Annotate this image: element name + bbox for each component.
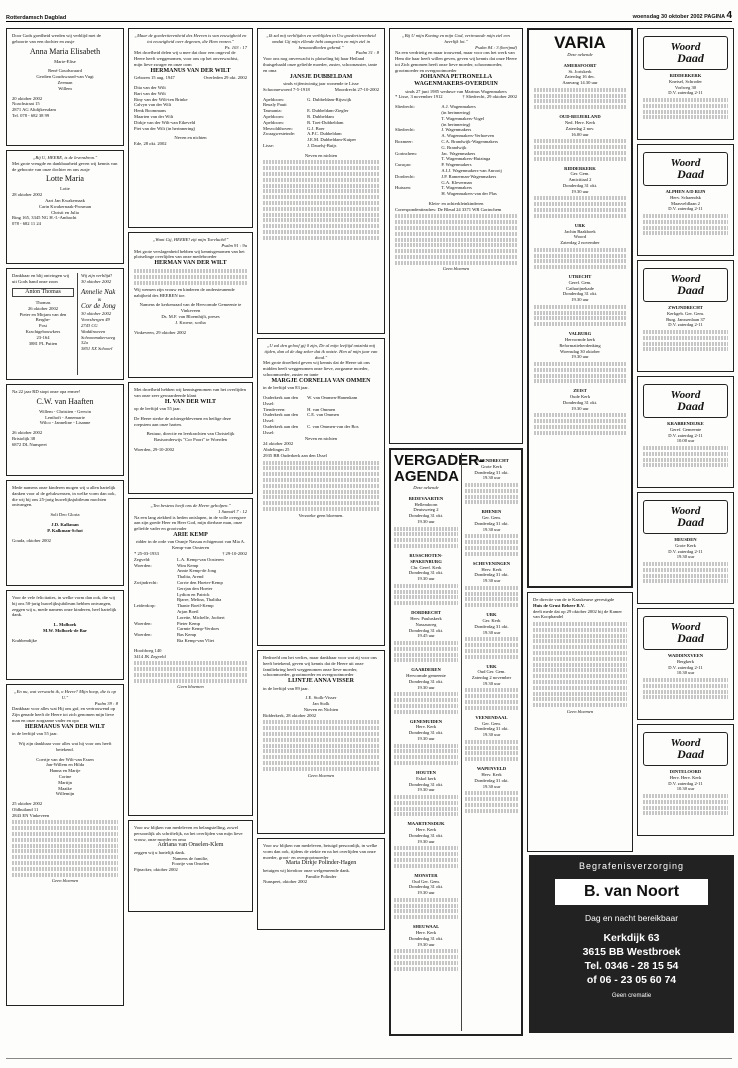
row-place: Lisse: bbox=[263, 143, 274, 149]
entry-line: 19.30 uur bbox=[482, 475, 501, 481]
ad-line: D.V. zaterdag 2-11 bbox=[668, 432, 703, 438]
agenda-entry bbox=[394, 821, 458, 867]
row-names: R. Dubbeldam bbox=[307, 114, 334, 120]
entry-line: 19.30 uur bbox=[482, 578, 501, 584]
ad-line: Herv. Herv. Kerk bbox=[669, 774, 702, 780]
row-names: Thanie Boeil-Kemp bbox=[176, 603, 214, 609]
logo-word-2: Daad bbox=[677, 399, 704, 413]
entry-line: Eskol kerk bbox=[416, 775, 436, 781]
agenda-entry bbox=[465, 612, 518, 658]
woord-daad-ad bbox=[637, 260, 734, 372]
column-6 bbox=[637, 28, 734, 840]
entry-line: Zaterdag 2 november bbox=[471, 675, 512, 681]
woord-daad-logo bbox=[643, 616, 728, 650]
entry-line: UTRECHT bbox=[568, 274, 592, 280]
row-names: T. Wagenmakers-Vogel bbox=[441, 115, 485, 121]
row-names: J.E.M. Dubbeldam-Kuiper bbox=[307, 137, 357, 143]
entry-line: Donderdag 31 okt. bbox=[408, 678, 444, 684]
ad-line: 10.30 uur bbox=[676, 670, 695, 676]
row-place: Dordrecht: bbox=[395, 173, 415, 179]
entry-line: GAARDEREN bbox=[411, 667, 441, 673]
page-date: woensdag 30 oktober 2002 PAGINA 4 bbox=[632, 10, 732, 21]
entry-line: Oud Ger. Gem. bbox=[477, 669, 506, 675]
entry-line: Ger. Gem. bbox=[570, 171, 590, 177]
ad-line: 10.30 uur bbox=[676, 786, 695, 792]
entry-line: Donderdag 31 okt. bbox=[562, 182, 598, 188]
ad-line: Kerkgeb. Ger. Gem. bbox=[666, 310, 705, 316]
woord-daad-logo bbox=[643, 268, 728, 302]
birth-notice-lotte: „Bij U, HEERE, is de levensbron." Met grote vreugde en dankbaarheid geven wij kennis van de geboorte van onze dochter en ons zusje Lotte Maria Lotte 28 oktober 2002 Aart Jan Kwakernaak Carin Kwakernaak-Prosman Christi en Julia Ring 165, 3345 NG H.-I.-Ambacht 078 - 682 11 24 bbox=[6, 150, 124, 264]
agenda-entry bbox=[465, 715, 518, 761]
ad-line: D.V. zaterdag 2-11 bbox=[668, 322, 703, 328]
entry-line: 19.30 uur bbox=[417, 518, 435, 524]
entry-line: Zaterdag 16 dec. bbox=[564, 74, 596, 80]
row-names: G. Dubbeldam-Rijswijk bbox=[307, 96, 352, 102]
agenda-entry bbox=[534, 166, 626, 218]
row-names: Lorette, Michelle, Joobert bbox=[176, 614, 225, 620]
entry-line: Donderdag 31 okt. bbox=[408, 513, 444, 519]
death-notice-van-ommen: „U zal den geloof gij 0 zijn, De al mijn leeftijd ontzinkt mij tijden, dan al de dag zeker dat ik ontzie. Hen al mijn jaar van dood." Met grote droefheid geven wij kennis dat de Heere uit ons midden heeft weggenomen onze lieve, zorgzame moeder, schoonmoeder, zuster en tante MARGJE CORNELIA VAN OMMEN in de leeftijd van 83 jaar. Ouderkerk aan den IJssel: W. van Ommen-Hanenkam Tiendeveen: H. van Ommen Ouderkerk aan den IJssel: C.E. van Ommen Ouderkerk aan den IJssel: C. van Ommen-van der Bos Neven en nichten 24 oktober 2002 Abdelingm 25 2935 BB Ouderkerk aan den IJssel Verzoeke geen bloemen. bbox=[257, 338, 385, 646]
entry-line: PAPENDRECHT bbox=[474, 458, 509, 463]
entry-line: Amicitiaal 2 bbox=[568, 177, 592, 183]
ad-line: 19.30 uur bbox=[676, 554, 695, 560]
row-names: J. Dauelsj-Buijs bbox=[307, 143, 337, 149]
row-place: Mesvoldthoven: bbox=[263, 125, 293, 131]
notice-name: Lotte Maria bbox=[46, 174, 84, 184]
row-names: C.E. van Ommen bbox=[307, 412, 339, 418]
row-names: Lydion en Patrick bbox=[176, 591, 210, 597]
thanks-notice-molhoek: Voor de vele felicitaties, in welke vorm dan ook, die wij bij ons 50-jarig huwelijksjubileum hebben ontvangen, zeggen wij u, mede namens onze kinderen, heel hartelijk dank. L. Molhoek M.W. Molhoek-de Bar Krabbendijke bbox=[6, 590, 124, 680]
company-name: B. van Noort bbox=[555, 879, 708, 905]
entry-line: Woensdag 30 oktober bbox=[560, 348, 600, 354]
row-place: Sliedrecht: bbox=[395, 127, 415, 133]
entry-line: Reformatieherdenking bbox=[559, 342, 601, 348]
row-names: Wim Kemp bbox=[176, 562, 199, 568]
entry-line: Oud Ger. Gem. bbox=[411, 878, 441, 884]
logo-word-2: Daad bbox=[677, 51, 704, 65]
entry-line: MAARTENSDIJK bbox=[407, 821, 445, 827]
entry-line: Grote Kerk bbox=[481, 463, 502, 469]
entry-line: Hervormde kerk bbox=[564, 337, 596, 343]
row-names: G. Brandwijk bbox=[441, 144, 467, 150]
row-names: T. Wagenmakers bbox=[441, 185, 472, 191]
entry-line: WAPENVELD bbox=[476, 766, 507, 772]
row-place: Tasmania: bbox=[263, 108, 282, 114]
logo-word-1: Woord bbox=[670, 505, 701, 517]
newspaper-name: Rotterdamsch Dagblad bbox=[6, 15, 67, 21]
agenda-title: VERGADER- AGENDA bbox=[394, 452, 485, 485]
entry-line: Deutsweteg 2 bbox=[413, 507, 439, 513]
ad-line: D.V. zaterdag 2-11 bbox=[668, 206, 703, 212]
logo-word-2: Daad bbox=[677, 167, 704, 181]
ad-line: Kneisel, Schroder bbox=[669, 78, 702, 84]
woord-daad-ad bbox=[637, 28, 734, 140]
entry-line: Donderdag 31 okt. bbox=[408, 833, 444, 839]
row-place: Sliedrecht: bbox=[395, 104, 415, 110]
entry-line: RUSSCHOTEN-SPAKENBURG bbox=[409, 552, 443, 564]
column-2 bbox=[128, 28, 253, 916]
logo-word-1: Woord bbox=[670, 389, 701, 401]
entry-line: 19.30 uur bbox=[417, 684, 435, 690]
entry-line: Nassauweg bbox=[415, 621, 437, 627]
ad-line: ALPHEN A/D RIJN bbox=[665, 189, 706, 194]
agenda-entry bbox=[534, 223, 626, 269]
woord-daad-ad bbox=[637, 492, 734, 604]
row-place: Woerden: bbox=[134, 632, 152, 638]
retirement-notice: Na 22 jaar RD stopt onze opa ermee! C.W. van Haaften Willem - Christien - Gerwin Lenthoft - Annemarie Wilco - Janneline - Lisanne 26 oktober 2002 Bristolijk 38 6872 DL Nunspeet bbox=[6, 384, 124, 476]
entry-line: Zaterdag 2 november bbox=[560, 240, 600, 246]
row-names: Arjan Boeil bbox=[176, 609, 199, 615]
row-names: (in herinnering) bbox=[441, 109, 471, 115]
entry-line: Donderdag 31 okt. bbox=[474, 572, 509, 578]
entry-line: 19.30 uur bbox=[571, 354, 589, 360]
entry-line: 19.30 uur bbox=[417, 941, 435, 947]
ad-line: RIDDERKERK bbox=[669, 73, 702, 78]
varia-title: VARIA bbox=[554, 33, 606, 52]
entry-line: Donderdag 31 okt. bbox=[474, 726, 509, 732]
agenda-entry bbox=[394, 924, 458, 970]
entry-line: MONSTER bbox=[414, 872, 438, 878]
entry-line: 19.30 uur bbox=[417, 787, 435, 793]
row-place: Zegveld: bbox=[134, 556, 151, 562]
entry-line: SCHEVENINGEN bbox=[472, 560, 511, 566]
woord-daad-ad bbox=[637, 376, 734, 488]
row-names: R. Toet-Dubbeldam bbox=[307, 119, 344, 125]
ad-line: Geref. Gemeente bbox=[669, 426, 702, 432]
entry-line: 19.30 uur bbox=[482, 783, 501, 789]
entry-line: URK bbox=[574, 222, 586, 228]
entry-line: SHEUWAAL bbox=[412, 924, 440, 930]
row-names: C. van Ommen-van der Bos bbox=[307, 424, 359, 430]
woord-daad-logo bbox=[643, 384, 728, 418]
agenda-entry bbox=[394, 873, 458, 919]
death-notice-dubbeldam: „Ik zal mij verblijden en verblijden in Uw goedertierenheid omdat Gij mijn ellende hebt aangezien en mijn ziel in benauwdheden gekend." Psalm 31 : 8 Voor ons nog onverwacht is plotseling bij haar Heiland thuisgehaald onze geliefde moeder, zuster, schoonzuster, tante en oma JANSJE DUBBELDAM sinds vijfentwintig jaar wonende te Lisse Schoonrewoerd 7-5-1918 Moordrecht 27-10-2002 Apeldoorn: G. Dubbeldam-Rijswijk Beuzly Pautt Tasmania: E. Dubbeldam-Ziegler Apeldoorn: R. Dubbeldam Apeldoorn: R. Toet-Dubbeldam Mesvoldthoven: G.J. Boer Zwaagwesteinde: A.P.C. Dubbeldam J.E.M. Dubbeldam-Kuiper Lisse: J. Dauelsj-Buijs Neven en nichten bbox=[257, 28, 385, 334]
row-names: J. Wagenmakers bbox=[441, 127, 472, 133]
entry-line: Hervormde gemeente bbox=[406, 673, 446, 679]
row-names: H. van Ommen bbox=[307, 406, 336, 412]
entry-line: Hellendoorn bbox=[414, 501, 438, 507]
row-place: Ouderkerk aan den IJssel: bbox=[263, 395, 298, 406]
entry-line: Oude Kerk bbox=[569, 394, 591, 400]
company-notice: De directie van de te Kaaskeurse gevestigde Huis de Grust Beheer B.V. deelt mede dat op 29 oktober 2002 bij de Kamer van Koophandel Geen bloemen bbox=[527, 592, 633, 852]
row-names: C.A. Brandwijk-Wagenmakers bbox=[441, 138, 499, 144]
row-place: Apeldoorn: bbox=[263, 119, 284, 125]
logo-word-1: Woord bbox=[670, 157, 701, 169]
row-place: Woerden: bbox=[134, 562, 152, 568]
entry-line: AMERSFOORT bbox=[563, 62, 597, 68]
logo-word-2: Daad bbox=[677, 515, 704, 529]
death-notice-arie-kemp: „Ten bestens heeft ons de Heere geholpen." 1 Samuël 7 : 12 Na een lang ziekbed is heden ontslapen, in de volle overgave aan zijn goede Heer en Heer God, mijn dierbare man, onze geliefde vader en grootvader ARIE KEMP ridder in de orde van Oranje Nassau echtgenoot van Mia A. Kemp-van Oosteren * 25-03-1933 † 29-10-2002 Zegveld: L.A. Kemp-van Oosteren Woerden: Wim Kemp Annie Kemp-de Jong Thalita, Arend Zwijndrecht: Corrie den Hoeter-Kemp Gerrjan den Hoeter Lydion en Patrick Bjarre, Melina, Thalitha Leiderdorp: Thanie Boeil-Kemp Arjan Boeil Lorette, Michelle, Joobert Woerden: Pieter Kemp Carmie Kemp-Verdoes Woerden: Bas Kemp Ria Kemp-van Vliet Hoofdweg 140 3414 JK Zegveld Geen bloemen bbox=[128, 498, 253, 816]
agenda-entry bbox=[394, 496, 458, 548]
birth-notice-anton: Dankbaar en blij ontvingen wij uit Gods hand onze zoon Anton Thomas Thomas 26 oktober 2002 Pieter en Mirjam van den Berghe- Post Krachtgebouwkers 23-164 3881 PL Putten Wij zijn verblijd! 30 oktober 2002 Annelie Nak & Cor de Jong 30 oktober 2002 Voorsbergen 49 2743 CG Waddinxveen Schoonmakersweg 32a 3851 XX Schoorl bbox=[6, 268, 124, 380]
entry-line: Ned. Herv. Kerk bbox=[564, 119, 596, 125]
family-row bbox=[263, 424, 379, 436]
row-names: G.J. Boer bbox=[307, 125, 325, 131]
row-place: Curaçao: bbox=[395, 162, 412, 168]
logo-word-2: Daad bbox=[677, 631, 704, 645]
death-notice-wagenmakers: „Bij U mijn Koning en mijn God, vertrouwde mijn ziel een heerlijk lot." Psalm 84 : 3 (berijmd) Na een verdrietig en maar trouwend, maar voor ons het werk van Hem die haar heeft willen geven, geven wij kennis dat onze Heere tot Zich genomen heeft onze lieve moeder, schoonmoeder, grootmoeder en overgrootmoeder JOHANNA PETRONELLA WAGENMAKERS-OVERDUIN sinds 27 juni 1985 weduwe van Marinus Wagenmakers * Lisse, 3 november 1912 † Sliedrecht, 29 oktober 2002 Sliedrecht: A.J. Wagenmakers (in herinnering) T. Wagenmakers-Vogel (in herinnering) Sliedrecht: J. Wagenmakers A. Wagenmakers-Verhoeven Boxmeer: C.A. Brandwijk-Wagenmakers G. Brandwijk Gorinchem: Jac. Wagenmakers T. Wagenmakers-Huizinga Curaçao: P. Wagenmakers A.I.J. Wagenmakers-van Anrooij Dordrecht: J.P. Ramerman-Wagenmakers G.A. Kleverman Huissen: T. Wagenmakers H. Wagenmakers-van der Plas Klein- en achterkleinkinderen Correspondentieadres: De Bleud 24 3371 WR Gorinchem Geen bloemen bbox=[389, 28, 523, 444]
row-names: Corrie den Hoeter-Kemp bbox=[176, 580, 223, 586]
row-names: Gerrjan den Hoeter bbox=[176, 585, 213, 591]
entry-line: Herv. Kerk bbox=[481, 772, 502, 778]
entry-line: Zaterdag 2 nov. bbox=[565, 125, 595, 131]
entry-line: Catharijnekade bbox=[566, 285, 594, 291]
row-place bbox=[395, 191, 441, 197]
entry-line: Donderdag 31 okt. bbox=[408, 781, 444, 787]
family-list bbox=[134, 557, 247, 644]
row-names: A. Wagenmakers-Verhoeven bbox=[441, 133, 494, 139]
ad-line: ZWIJNDRECHT bbox=[668, 305, 703, 310]
row-names: Ria Kemp-van Vliet bbox=[176, 638, 215, 644]
row-place: Leiderdorp: bbox=[134, 603, 156, 609]
entry-line: OUD-BEIJERLAND bbox=[559, 114, 601, 120]
entry-line: 16.00 uur bbox=[571, 131, 589, 137]
entry-line: RHENEN bbox=[481, 509, 502, 515]
entry-line: Ger. Gem. bbox=[481, 720, 501, 726]
agenda-entry bbox=[465, 561, 518, 607]
ad-line: D.V. zaterdag 2-11 bbox=[668, 90, 703, 96]
entry-line: Donderdag 31 okt. bbox=[408, 627, 444, 633]
entry-line: DORDRECHT bbox=[411, 610, 441, 616]
entry-line: 19.30 uur bbox=[571, 297, 589, 303]
agenda-entry bbox=[465, 766, 518, 812]
entry-line: 19.30 uur bbox=[482, 629, 501, 635]
family-list bbox=[263, 395, 379, 436]
entry-line: Donderdag 31 okt. bbox=[474, 469, 509, 475]
row-names: Pieter Kemp bbox=[176, 620, 201, 626]
column-3 bbox=[257, 28, 385, 934]
entry-line: Donderdag 31 okt. bbox=[474, 623, 509, 629]
ad-line: WADDINXVEEN bbox=[667, 653, 704, 658]
ad-line: Herv. Schaendsk bbox=[670, 194, 701, 200]
entry-line: RIDDERKERK bbox=[564, 165, 596, 171]
agenda-entry bbox=[465, 509, 518, 555]
entry-line: GENEMUIDEN bbox=[409, 718, 443, 724]
entry-line: Herv. Kerk bbox=[415, 827, 437, 833]
woord-daad-ad bbox=[637, 724, 734, 836]
row-names: P. Wagenmakers bbox=[441, 162, 472, 168]
entry-line: 19.30 uur bbox=[417, 736, 435, 742]
entry-line: Ger. Gem. bbox=[481, 515, 501, 521]
birth-notice-anna: Door Gods goedheid werden wij verblijd met de geboorte van een dochter en zusje Anna Maria Elisabeth Marie-Elise René Goudswaard Gerdien Goudswaard-van Vugt Zeeman Willem 20 oktober 2002 Noachstraat 15 2871 AG Altdijkersdam Tel. 078 - 682 38 99 bbox=[6, 28, 124, 146]
entry-line: 19.30 uur bbox=[571, 188, 589, 194]
thanks-notice-van-onselen: Voor uw blijken van medeleven en belangstelling, zowel persoonlijk als schriftelijk, na het overlijden van mijn lieve vrouw, onze moeder en oma Adriana van Onselen-Klem zeggen wij u hartelijk dank. Namens de familie, Foortje van Onselen Pijnacker, oktober 2002 bbox=[128, 820, 253, 912]
family-row bbox=[263, 412, 379, 424]
entry-line: VALBURG bbox=[568, 331, 592, 337]
agenda-entry bbox=[534, 331, 626, 383]
ad-line: Maasveldlaan 2 bbox=[671, 200, 700, 206]
entry-line: 19.30 uur bbox=[571, 405, 589, 411]
logo-word-1: Woord bbox=[670, 273, 701, 285]
entry-line: St. Joriskerk bbox=[568, 68, 592, 74]
ad-line: Grote Kerk bbox=[675, 542, 696, 548]
agenda-entry bbox=[534, 274, 626, 326]
woord-daad-logo bbox=[643, 732, 728, 766]
row-names: H. Wagenmakers-van der Plas bbox=[441, 191, 497, 197]
row-names: J.P. Ramerman-Wagenmakers bbox=[441, 173, 497, 179]
entry-line: BEDEVAARTEN bbox=[408, 495, 444, 501]
entry-line: Aanvang 14.30 uur bbox=[562, 80, 598, 86]
logo-word-2: Daad bbox=[677, 283, 704, 297]
agenda-entry bbox=[394, 719, 458, 765]
entry-line: Woord bbox=[573, 234, 587, 240]
entry-line: 19.30 uur bbox=[482, 732, 501, 738]
agenda-entry bbox=[465, 664, 518, 710]
entry-line: VEENENDAAL bbox=[475, 714, 508, 720]
entry-line: 19.30 uur bbox=[482, 526, 501, 532]
family-list bbox=[395, 104, 517, 197]
row-names: W. van Ommen-Hanenkam bbox=[307, 395, 358, 401]
row-names: G.A. Kleverman bbox=[441, 179, 472, 185]
woord-daad-ad bbox=[637, 608, 734, 720]
ad-line: Bergkerk bbox=[676, 658, 694, 664]
agenda-entry bbox=[394, 553, 458, 605]
column-5 bbox=[527, 28, 633, 856]
thanks-notice-polinder: Voor uw blijken van medeleven, betuigd persoonlijk, in welke vorm dan ook, tijdens de ziekte en na het overlijden van onze moeder, groot- en overgrootmoeder Marta Dirkje Polinder-Hagen betuigen wij hierdoor onze welgemeende dank. Familie Polinder Nunspeet, oktober 2002 bbox=[257, 838, 385, 930]
varia-section: VARIA Deze oekende AMERSFOORT St. Joriskerk Zaterdag 16 dec. Aanvang 14.30 uur OUD-BEIJERLAND Ned. Herv. Kerk Zaterdag 2 nov. 16.00 uur RIDDERKERK Ger. Gem. Amicitiaal 2 Donderdag 31 okt. 19.30 uur URK Jachin Baakboek Woord Zaterdag 2 november UTRECHT Geref. Gem. Catharijnekade Donderdag 31 okt. 19.30 uur VALBURG Hervormde kerk Reformatieherdenking Woensdag 30 oktober 19.30 uur ZEIST Oude Kerk Donderdag 31 okt. 19.30 uur bbox=[527, 28, 633, 588]
agenda-entry bbox=[534, 63, 626, 109]
row-names: L.A. Kemp-van Oosteren bbox=[176, 556, 224, 562]
death-notice-school: Met droefheid hebben wij kennisgenomen van het overlijden van onze zeer gewaardeerde klant H. VAN DER WILT op de leeftijd van 55 jaar. De Heere sterke de achtergeblevenen en heilige deze roepstem aan onze harten. Bestuur, directie en leerkrachten van Christelijk Basisonderwijs "Cor Poort" te Woerden Woerden, 29-10-2002 bbox=[128, 382, 253, 494]
entry-line: Herv. Kerk bbox=[415, 929, 437, 935]
page-footer-rule bbox=[6, 1058, 732, 1059]
page-header bbox=[6, 8, 732, 22]
entry-line: Herv. Pauluskerk bbox=[410, 615, 442, 621]
row-place: Beuzly Pautt bbox=[263, 102, 287, 108]
row-place: Boxmeer: bbox=[395, 138, 414, 144]
agenda-entry bbox=[534, 114, 626, 160]
row-place: Zwaagwesteinde: bbox=[263, 131, 296, 137]
ad-line: Vorlweg 30 bbox=[674, 84, 697, 90]
row-names: T. Wagenmakers-Huizinga bbox=[441, 156, 491, 162]
entry-line: Chr. Geref. Kerk bbox=[410, 564, 442, 570]
row-place: Ouderkerk aan den IJssel: bbox=[263, 412, 298, 424]
row-place: Apeldoorn: bbox=[263, 114, 284, 120]
row-names: E. Dubbeldam-Ziegler bbox=[307, 108, 349, 114]
row-place bbox=[134, 638, 177, 644]
agenda-entry bbox=[394, 770, 458, 816]
logo-word-2: Daad bbox=[677, 747, 704, 761]
ad-line: HEUSDEN bbox=[674, 537, 697, 542]
death-notice-hermanus-family: „Maar de goedertierenheid des Heeren is van eeuwigheid en tot eeuwigheid over degenen, die Hem vrezen." Ps. 103 : 17 Met droefheid delen wij u mee dat door een ongeval de Heere heeft weggenomen, voor ons op het onverwachtst, mijn lieve zwager en onze oom HERMANUS VAN DER WILT Geboren 15 aug. 1947 Overleden 29 okt. 2002 Dita van der Wilt Bart van der Wilt Riny van der Wilt-ten Brinke Calvyn van der Wilt Henk Boommans Maarten van der Wilt Dirkje van der Wilt-van Eikeveld Piet van der Wilt (in herinnering) Neven en nichten Ede, 28 okt. 2002 bbox=[128, 28, 253, 228]
entry-line: Donderdag 31 okt. bbox=[408, 730, 444, 736]
notice-name: Anna Maria Elisabeth bbox=[29, 46, 101, 56]
agenda-entry bbox=[394, 667, 458, 713]
entry-line: Jachin Baakboek bbox=[564, 228, 596, 234]
row-names: Carmie Kemp-Verdoes bbox=[176, 626, 220, 632]
meeting-agenda: VERGADER- AGENDA Deze oekende BEDEVAARTEN Hellendoorn Deutsweteg 2 Donderdag 31 okt. 19.30 uur RUSSCHOTEN-SPAKENBURG Chr. Geref. Kerk Donderdag 31 okt. 19.30 uur DORDRECHT Herv. Pauluskerk Nassauweg Donderdag 31 okt. 19.45 uur GAARDEREN Hervormde gemeente Donderdag 31 okt. 19.30 uur GENEMUIDEN Herv. Kerk Donderdag 31 okt. 19.30 uur HOUTEN Eskol kerk Donderdag 31 okt. 19.30 uur MAARTENSDIJK Herv. Kerk Donderdag 31 okt. 19.30 uur MONSTER Oud Ger. Gem. Donderdag 31 okt. 19.30 uur SHEUWAAL Herv. Kerk Donderdag 31 okt. 19.30 uur PAPENDRECHT Grote Kerk Donderdag 31 okt. 19.30 uur RHENEN Ger. Gem. Donderdag 31 okt. 19.30 uur SCHEVENINGEN Herv. Kerk Donderdag 31 okt. 19.30 uur URK Ger. Kerk Donderdag 31 okt. 19.30 uur URK Oud Ger. Gem. Zaterdag 2 november 19.30 uur VEENENDAAL Ger. Gem. Donderdag 31 okt. 19.30 uur WAPENVELD Herv. Kerk Donderdag 31 okt. 19.30 uur bbox=[389, 448, 523, 1036]
ad-line: D.V. zaterdag 2-11 bbox=[668, 548, 703, 554]
entry-line: URK bbox=[486, 663, 497, 669]
row-names: Thalita, Arend bbox=[176, 574, 204, 580]
entry-line: Donderdag 31 okt. bbox=[408, 884, 444, 890]
row-place: Gorinchem: bbox=[395, 150, 417, 156]
entry-line: Geref. Gem. bbox=[568, 279, 592, 285]
ad-line: D.V. zaterdag 2-11 bbox=[668, 664, 703, 670]
row-names: A.I.J. Wagenmakers-van Anrooij bbox=[441, 167, 502, 173]
ad-line: Burg. Janssenlaan 37 bbox=[666, 316, 705, 322]
woord-daad-ad bbox=[637, 144, 734, 256]
entry-line: 19.30 uur bbox=[417, 838, 435, 844]
agenda-entry bbox=[465, 458, 518, 504]
funeral-services-ad: Begrafenisverzorging B. van Noort Dag en nacht bereikbaar Kerkdijk 63 3615 BB Westbroek Tel. 0346 - 28 15 54 of 06 - 23 05 60 74 Geen crematie bbox=[529, 855, 734, 1033]
column-4 bbox=[389, 28, 523, 1040]
row-place: Ouderkerk aan den IJssel: bbox=[263, 424, 298, 435]
logo-word-1: Woord bbox=[670, 737, 701, 749]
family-row bbox=[263, 395, 379, 407]
entry-line: 19.30 uur bbox=[482, 680, 501, 686]
entry-line: Donderdag 31 okt. bbox=[474, 520, 509, 526]
entry-line: Herv. Kerk bbox=[481, 566, 502, 572]
row-names: A.J. Wagenmakers bbox=[441, 104, 476, 110]
entry-line: Donderdag 31 okt. bbox=[562, 400, 598, 406]
death-notice-church: „Want Gij, HEERE! zijt mijn Toevlucht!" Psalm 91 : 9a Met grote verslagenheid hebben wij kennisgenomen van het plotselinge overlijden van onze medebroeder HERMAN VAN DER WILT Wij wensen zijn vrouw en kinderen de ondersteunende nabijheid des HEEREN toe. Namens de kerkenraad van de Hervormde Gemeente te Vinkeveen Ds. M.F. van Bloemhijlt, preses J. Kroese, scriba Vinkeveen, 29 oktober 2002 bbox=[128, 232, 253, 378]
row-names: (in herinnering) bbox=[441, 121, 471, 127]
entry-line: Donderdag 31 okt. bbox=[562, 291, 598, 297]
row-place: Woerden: bbox=[134, 620, 152, 626]
row-place: Apeldoorn: bbox=[263, 96, 284, 102]
row-place: Zwijndrecht: bbox=[134, 580, 158, 586]
ad-line: D.V. zaterdag 2-11 bbox=[668, 780, 703, 786]
death-notice-visser: Bedroefd om het verlies, maar dankbaar voor wat zij voor ons heeft betekend, geven wij kennis dat de Heere uit onze familiekring heeft weggenomen onze lieve moeder, schoonmoeder, grootmoeder en overgrootmoeder LIJNTJE ANNA VISSER in de leeftijd van 89 jaar. J.E. Stolk-Visser Jan Stolk Nieven en Nichten Ridderkerk, 28 oktober 2002 Geen bloemen bbox=[257, 650, 385, 834]
row-names: Annie Kemp-de Jong bbox=[176, 568, 217, 574]
entry-line: Ger. Kerk bbox=[482, 617, 501, 623]
woord-daad-logo bbox=[643, 152, 728, 186]
woord-daad-logo bbox=[643, 36, 728, 70]
row-names: Jac. Wagenmakers bbox=[441, 150, 476, 156]
logo-word-1: Woord bbox=[670, 41, 701, 53]
entry-line: 19.30 uur bbox=[417, 576, 435, 582]
entry-line: Donderdag 31 okt. bbox=[408, 570, 444, 576]
entry-line: Donderdag 31 okt. bbox=[408, 935, 444, 941]
agenda-entry bbox=[394, 610, 458, 662]
row-names: Bjarre, Melina, Thalitha bbox=[176, 597, 222, 603]
entry-line: Herv. Kerk bbox=[415, 724, 437, 730]
woord-daad-logo bbox=[643, 500, 728, 534]
entry-line: Donderdag 31 okt. bbox=[474, 777, 509, 783]
ad-line: KRABBENDIJKE bbox=[667, 421, 704, 426]
ad-line: DINTELOORD bbox=[669, 769, 702, 774]
entry-line: 19.30 uur bbox=[417, 890, 435, 896]
thanks-notice-kalkman: Mede namens onze kinderen mogen wij u allen hartelijk danken voor al de gelukwensen, in welke vorm dan ook, die wij bij ons 25-jarig huwelijksjubileum mochten ontvangen. Soli Deo Gloria J.D. Kalkman P. Kalkman-Schot Gouda, oktober 2002 bbox=[6, 480, 124, 586]
column-1 bbox=[6, 28, 124, 1010]
ad-line: 10.00 uur bbox=[676, 438, 695, 444]
logo-word-1: Woord bbox=[670, 621, 701, 633]
entry-line: HOUTEN bbox=[416, 770, 436, 776]
agenda-entry bbox=[534, 388, 626, 434]
row-names: Bas Kemp bbox=[176, 632, 197, 638]
row-place: Huissen: bbox=[395, 185, 412, 191]
row-names: A.P.C. Dubbeldam bbox=[307, 131, 342, 137]
entry-line: ZEIST bbox=[573, 388, 587, 394]
death-notice-hermanus: „En nu, wat verwacht ik, o Heere? Mijn hoop, die is op U." Psalm 39 : 8 Dankbaar voor alles wat Hij ons gaf, en vertrouwend op Zijn genade heeft de Heere tot zich genomen mijn lieve man en onze zorgzame vader en opa HERMANUS VAN DER WILT in de leeftijd van 55 jaar. Wij zijn dankbaar voor alles wat hij voor ons heeft betekend. Coertje van der Wilt-van Essen Jan-Willem en Hilda Hanna en Marije Corine Martijn Maaike Willemijn 25 oktober 2002 Oldbuiland 11 2843 EN Vinkeveen Geen bloemen bbox=[6, 684, 124, 1006]
entry-line: 19.45 uur bbox=[417, 633, 435, 639]
entry-line: URK bbox=[486, 612, 497, 618]
family-list bbox=[263, 97, 379, 149]
row-place: Tiendeveen: bbox=[263, 406, 286, 412]
